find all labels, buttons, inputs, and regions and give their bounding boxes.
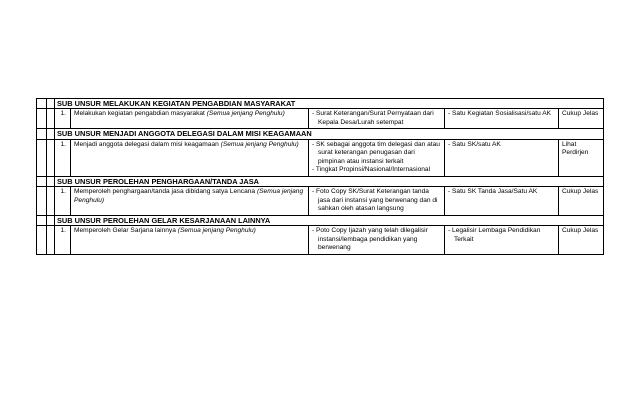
activity-cell: [71, 109, 309, 129]
section-title: SUB UNSUR MENJADI ANGGOTA DELEGASI DALAM MISI KEAGAMAAN: [55, 129, 604, 139]
gutter-cell: [37, 215, 47, 225]
unit-item: - Legalisir Lembaga Pendidikan Terkait: [448, 227, 541, 243]
gutter-cell: [47, 187, 55, 216]
row-number: 1.: [55, 109, 71, 129]
gutter-cell: [37, 139, 47, 176]
document-table-area: [36, 98, 603, 255]
gutter-cell: [47, 139, 55, 176]
row-number: 1.: [55, 139, 71, 176]
signer-cell: Cukup Jelas: [559, 226, 604, 255]
evidence-cell: [309, 187, 445, 216]
section-header-row: [37, 215, 604, 225]
activity-note: (Semua jenjang Penghulu): [177, 227, 256, 235]
evidence-cell: [309, 226, 445, 255]
gutter-cell: [47, 129, 55, 139]
section-title: SUB UNSUR MELAKUKAN KEGIATAN PENGABDIAN MASYARAKAT: [55, 99, 604, 109]
signer-cell: Cukup Jelas: [559, 187, 604, 216]
activity-text: Melakukan kegiatan pengabdian masyarakat: [74, 110, 205, 118]
section-header-row: [37, 99, 604, 109]
unit-item: - Satu SK/satu AK: [448, 140, 501, 148]
section-header-row: [37, 176, 604, 186]
section-header-row: [37, 129, 604, 139]
unit-cell: [445, 139, 559, 176]
unit-cell: [445, 187, 559, 216]
evidence-cell: [309, 109, 445, 129]
activity-note: (Semua jenjang Penghulu): [74, 188, 304, 204]
signer-cell: Lihat Perdirjen: [559, 139, 604, 176]
gutter-cell: [47, 176, 55, 186]
unit-item: - Satu Kegiatan Sosialisasi/satu AK: [448, 110, 551, 118]
table-row: [37, 139, 604, 176]
activity-text: Menjadi anggota delegasi dalam misi keagamaan: [74, 140, 219, 148]
unit-text: Legalisir Lembaga Pendidikan Terkait: [452, 227, 541, 243]
evidence-text: Tingkat Propinsi/Nasional/Internasional: [315, 166, 431, 174]
activity-cell: [71, 226, 309, 255]
activity-text: Memperoleh Gelar Sarjana lainnya: [74, 227, 176, 235]
evidence-item: - SK sebagai anggota tim delegasi dan atau surat keterangan penugasan dari pimpinan atau instansi terkait: [312, 140, 440, 165]
gutter-cell: [37, 129, 47, 139]
unit-text: Satu SK/satu AK: [452, 140, 501, 148]
gutter-cell: [37, 176, 47, 186]
activity-cell: [71, 187, 309, 216]
activity-text: Memperoleh penghargaan/tanda jasa dibidang satya Lencana: [74, 188, 256, 196]
unit-text: Satu SK Tanda Jasa/Satu AK: [452, 188, 538, 196]
gutter-cell: [37, 109, 47, 129]
signer-cell: Cukup Jelas: [559, 109, 604, 129]
evidence-item: - Surat Keterangan/Surat Pernyataan dari Kepala Desa/Lurah setempat: [312, 110, 434, 126]
gutter-cell: [47, 226, 55, 255]
unit-cell: [445, 226, 559, 255]
evidence-cell: [309, 139, 445, 176]
evidence-text: Foto Copy SK/Surat Keterangan tanda jasa dari instansi yang berwenang dan di sahkan oleh atasan langsung: [316, 188, 438, 213]
table-row: [37, 187, 604, 216]
gutter-cell: [37, 226, 47, 255]
evidence-item: - Tingkat Propinsi/Nasional/Internasional: [312, 166, 431, 174]
activity-note: (Semua jenjang Penghulu): [206, 110, 285, 118]
gutter-cell: [47, 109, 55, 129]
evidence-text: Surat Keterangan/Surat Pernyataan dari Kepala Desa/Lurah setempat: [316, 110, 434, 126]
unit-item: - Satu SK Tanda Jasa/Satu AK: [448, 188, 538, 196]
unit-cell: [445, 109, 559, 129]
section-title: SUB UNSUR PEROLEHAN GELAR KESARJANAAN LAINNYA: [55, 215, 604, 225]
activity-cell: [71, 139, 309, 176]
gutter-cell: [47, 215, 55, 225]
row-number: 1.: [55, 187, 71, 216]
evidence-item: - Poto Copy Ijazah yang telah dilegalisir instansi/lembaga pendidikan yang berwenang: [312, 227, 428, 252]
section-title: SUB UNSUR PEROLEHAN PENGHARGAAN/TANDA JASA: [55, 176, 604, 186]
table-body: [37, 99, 604, 255]
unit-text: Satu Kegiatan Sosialisasi/satu AK: [452, 110, 551, 118]
gutter-cell: [37, 187, 47, 216]
activity-table: [36, 98, 604, 255]
gutter-cell: [47, 99, 55, 109]
evidence-text: SK sebagai anggota tim delegasi dan atau surat keterangan penugasan dari pimpinan atau instansi terkait: [316, 140, 440, 165]
evidence-item: - Foto Copy SK/Surat Keterangan tanda jasa dari instansi yang berwenang dan di sahkan oleh atasan langsung: [312, 188, 438, 213]
evidence-text: Poto Copy Ijazah yang telah dilegalisir instansi/lembaga pendidikan yang berwenang: [316, 227, 428, 252]
row-number: 1.: [55, 226, 71, 255]
gutter-cell: [37, 99, 47, 109]
table-row: [37, 226, 604, 255]
table-row: [37, 109, 604, 129]
activity-note: (Semua jenjang Penghulu): [220, 140, 299, 148]
